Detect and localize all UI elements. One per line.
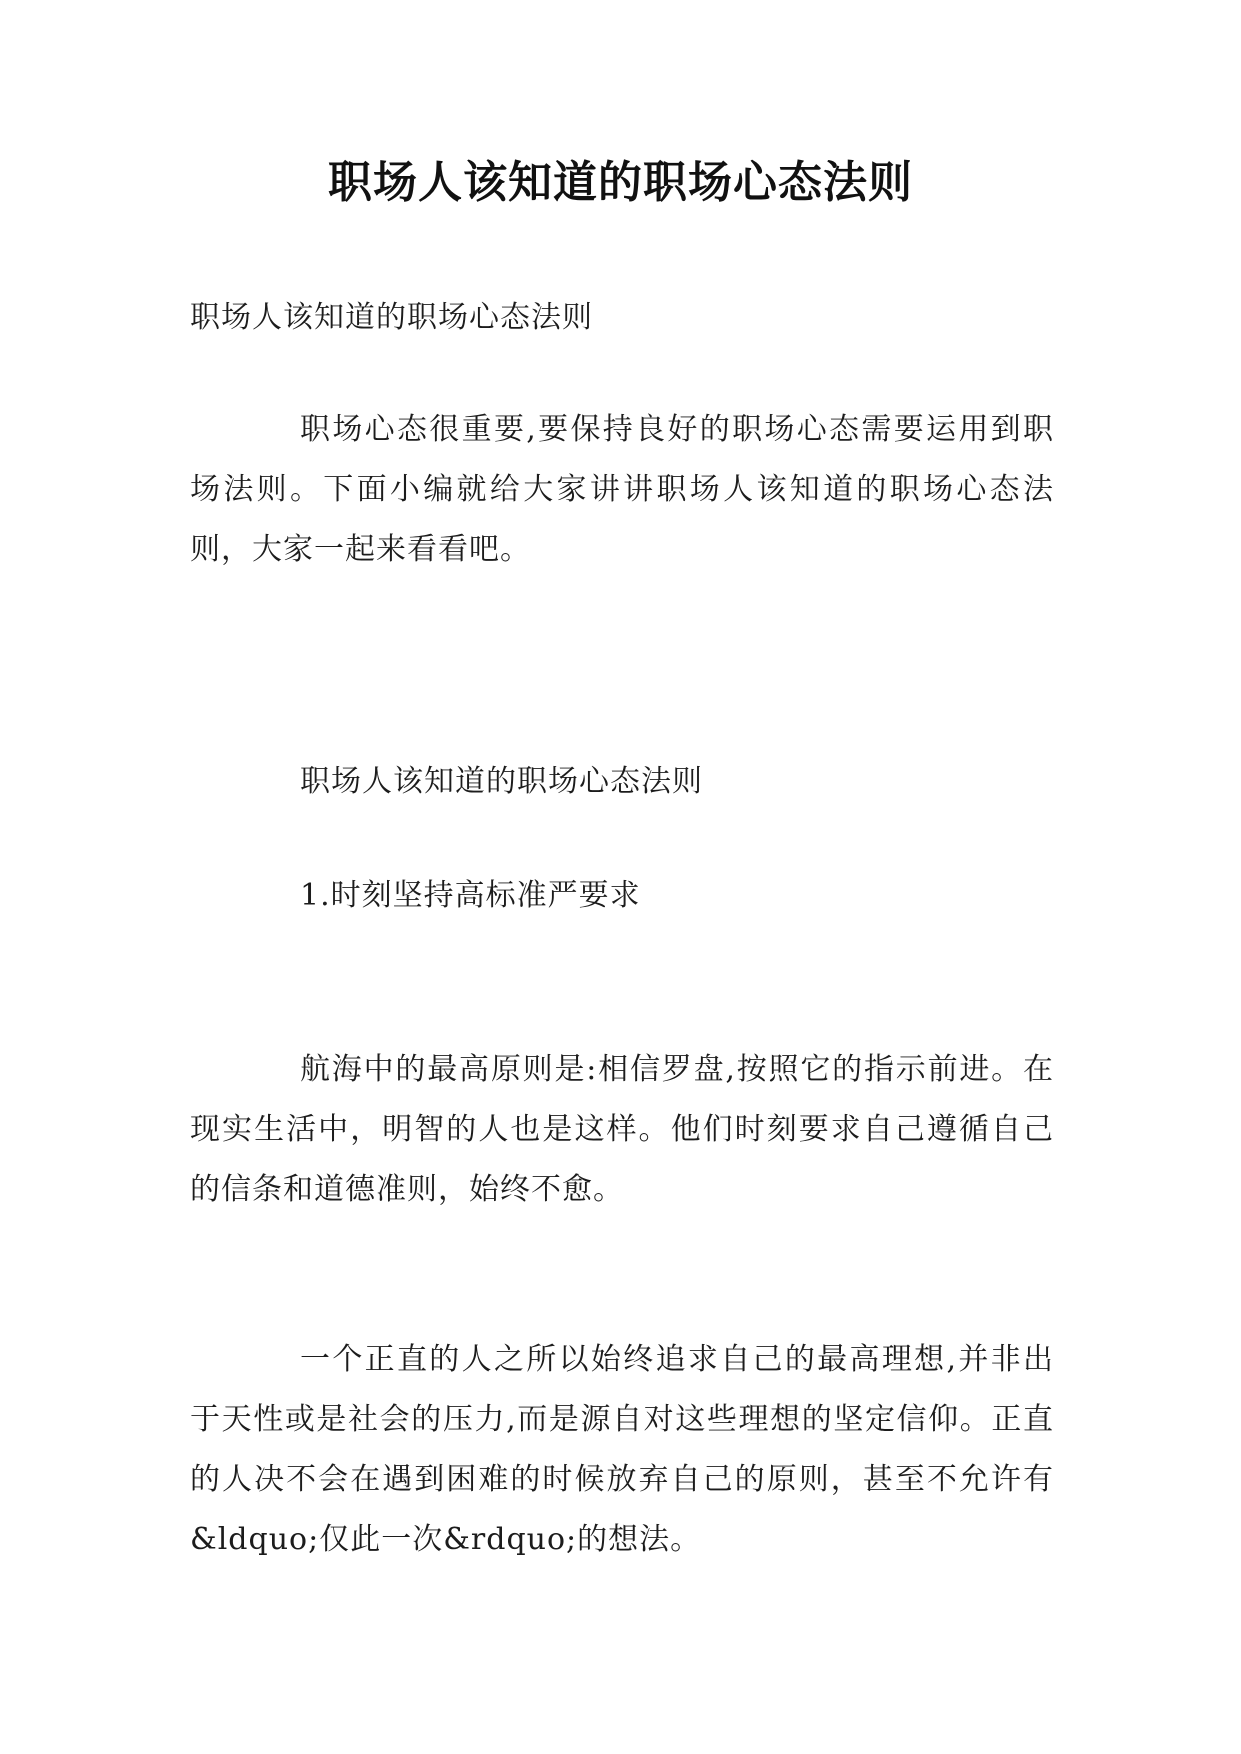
upright-person-paragraph: 一个正直的人之所以始终追求自己的最高理想,并非出于天性或是社会的压力,而是源自对这些理想的坚定信仰。正直的人决不会在遇到困难的时候放弃自己的原则，甚至不允许有&ldquo;仅此一次&rdquo;的想法。: [190, 1342, 1054, 1557]
list-item-1: 1.时刻坚持高标准严要求: [300, 878, 641, 913]
intro-paragraph: 职场心态很重要,要保持良好的职场心态需要运用到职场法则。下面小编就给大家讲讲职场人该知道的职场心态法则，大家一起来看看吧。: [190, 412, 1054, 567]
document-subtitle: 职场人该知道的职场心态法则: [190, 300, 593, 335]
section-heading: 职场人该知道的职场心态法则: [300, 764, 703, 799]
navigation-paragraph: 航海中的最高原则是:相信罗盘,按照它的指示前进。在现实生活中，明智的人也是这样。他们时刻要求自己遵循自己的信条和道德准则，始终不愈。: [190, 1052, 1054, 1207]
document-title: 职场人该知道的职场心态法则: [328, 157, 913, 208]
